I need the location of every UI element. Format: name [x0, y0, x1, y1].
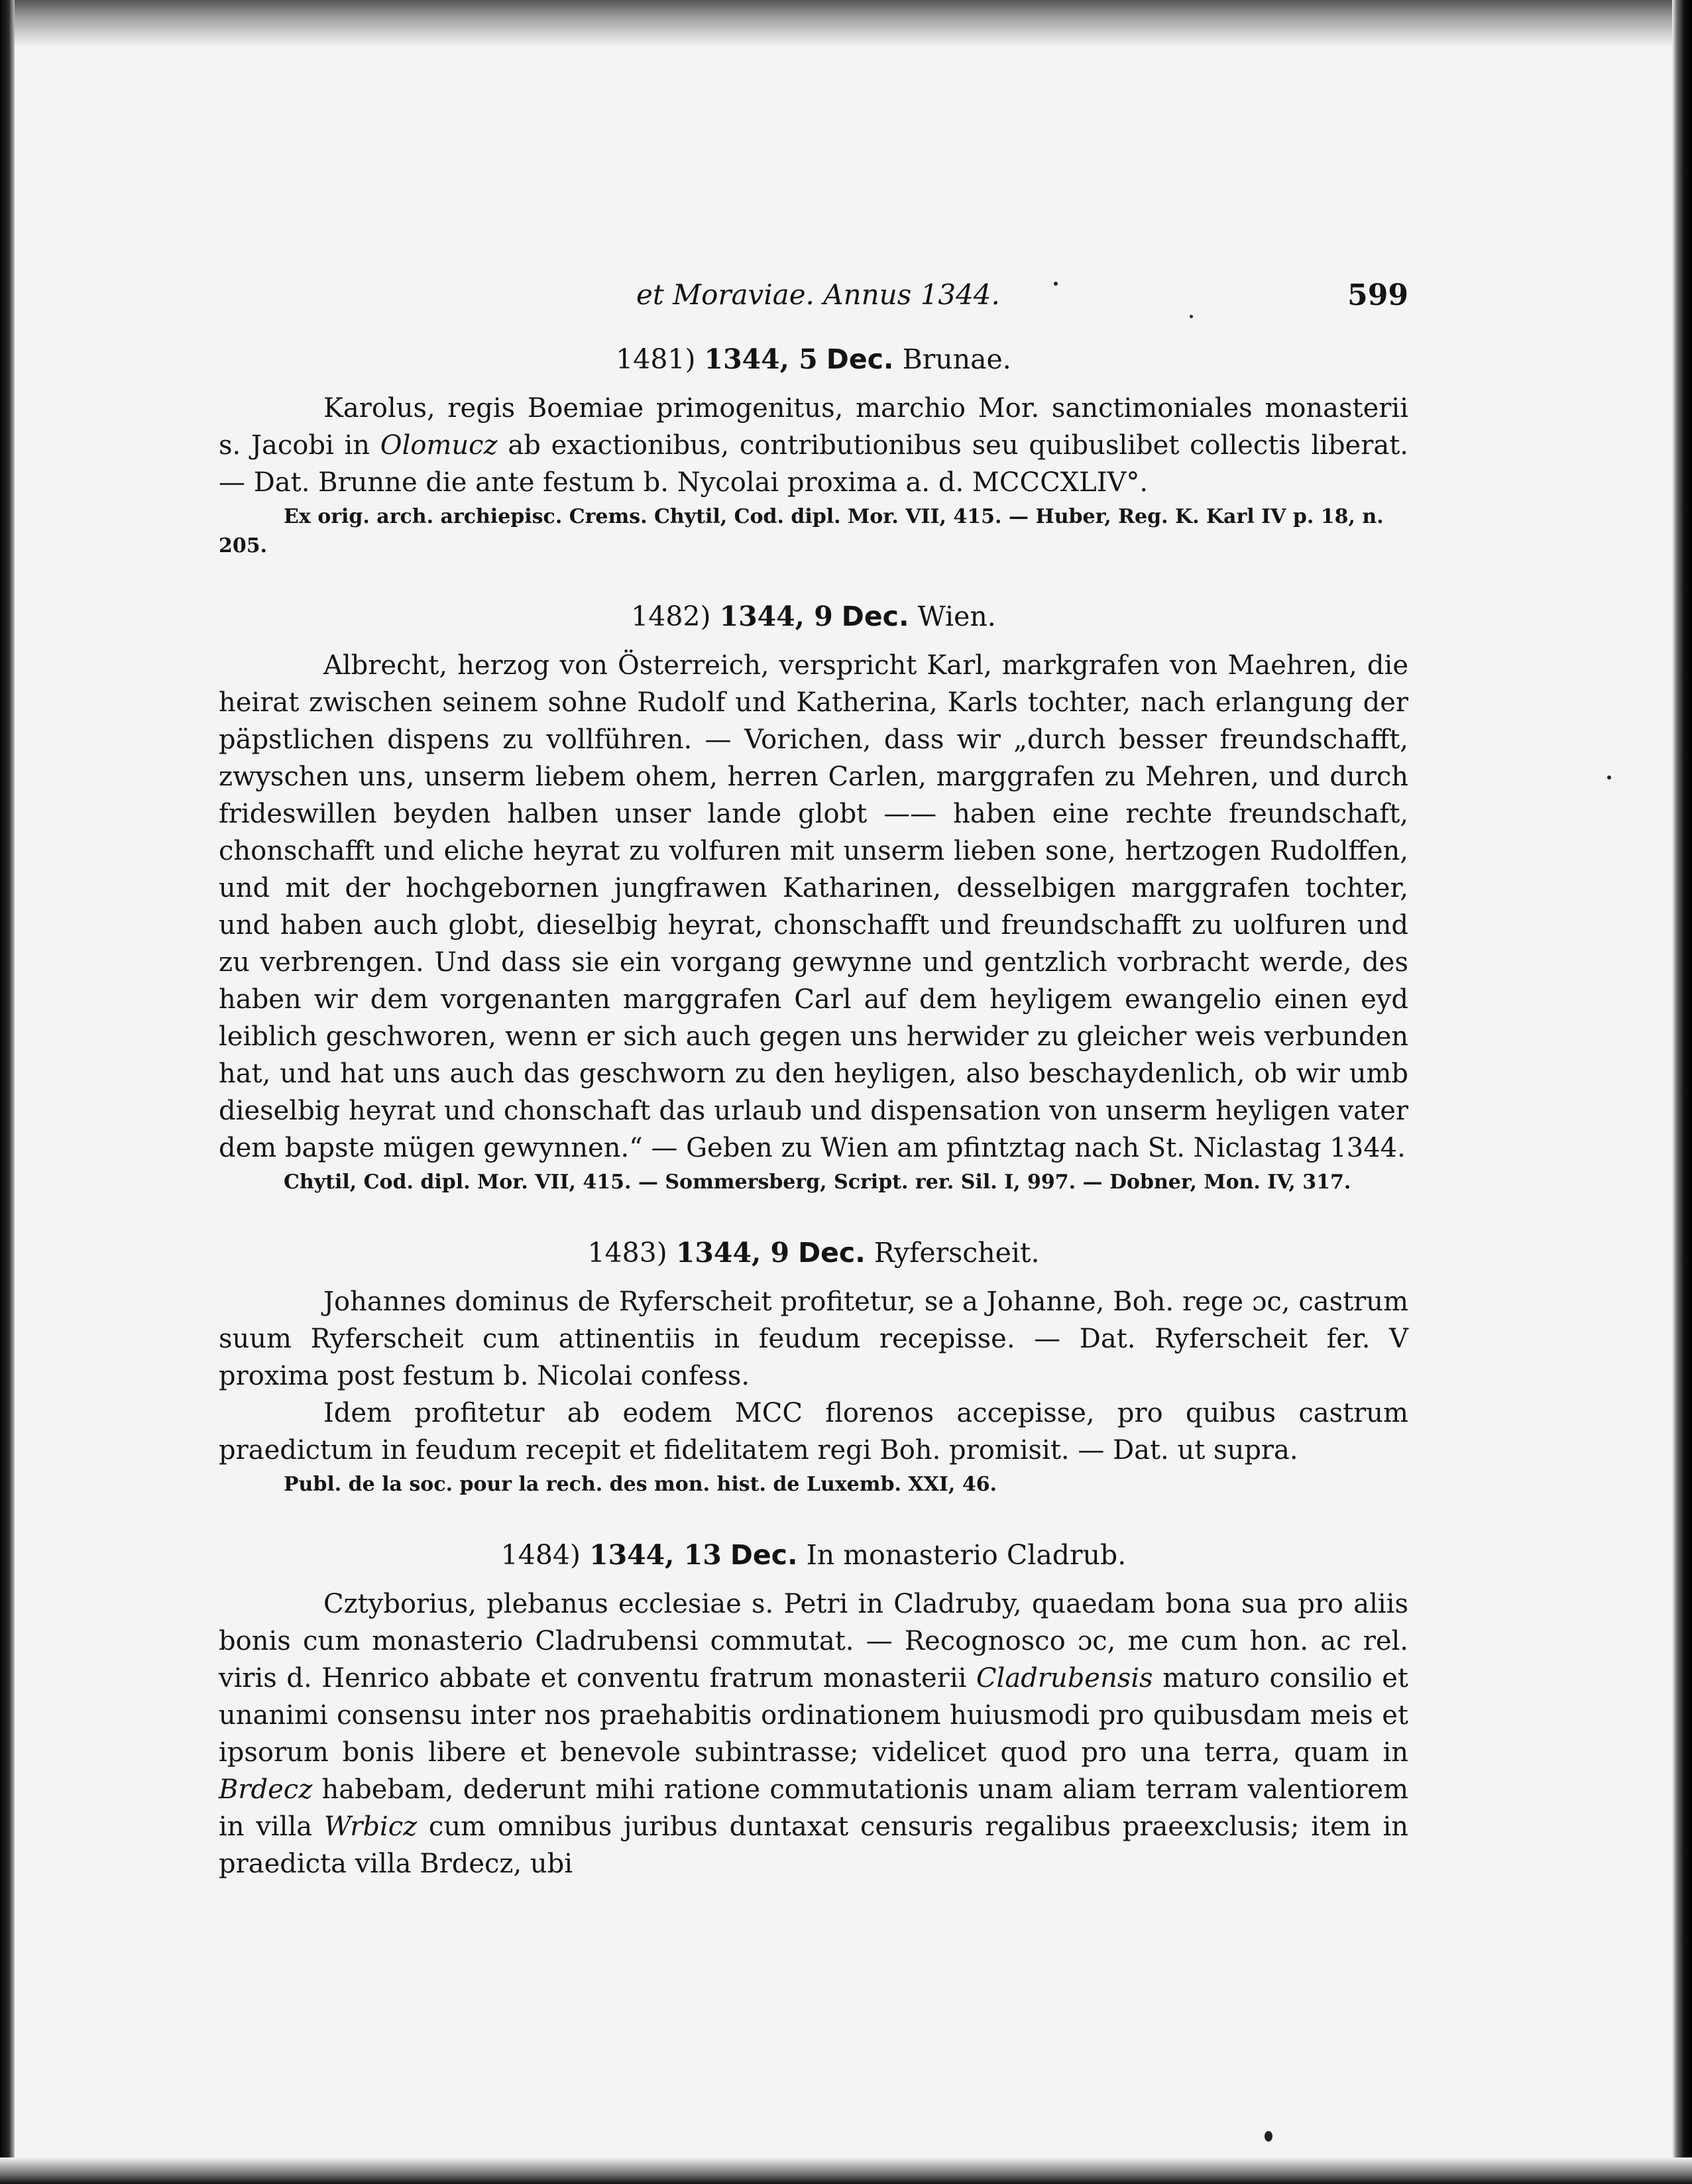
italic-place-name: Cladrubensis — [976, 1663, 1153, 1694]
entry-date: 1344, 13 — [589, 1539, 722, 1571]
entry-date: 1344, 9 — [719, 601, 833, 632]
page-number: 599 — [1347, 278, 1408, 312]
text-segment: maturo consilio et unanimi consensu inter nos praehabitis ordinationem huiusmodi pro quibusdam meis et ipsorum bonis libere et benevole subintrasse; videlicet quod pro una terra, quam in — [219, 1663, 1408, 1768]
scan-edge-top — [0, 0, 1692, 46]
entry-text: Johannes dominus de Ryferscheit profitetur, se a Johanne, Boh. rege ɔc, castrum suum Ryferscheit cum attinentiis in feudum recepisse. — Dat. Ryferscheit fer. V proxima post festum b. Nicolai confess. — [219, 1287, 1408, 1391]
entry-1483 — [219, 1237, 1408, 1499]
entry-date: 1344, 9 — [675, 1237, 790, 1269]
scan-edge-right — [1672, 0, 1692, 2184]
entry-text: Albrecht, herzog von Österreich, verspricht Karl, markgrafen von Maehren, die heirat zwischen seinem sohne Rudolf und Katherina, Karls tochter, nach erlangung der päpstlichen dispens zu vollführen. — Vorichen, dass wir „durch besser freundschafft, zwyschen uns, unserm liebem ohem, herren Carlen, marggrafen zu Mehren, und durch frideswillen beyden halben unser lande globt —— haben eine rechte freundschaft, chonschafft und eliche heyrat zu volfuren mit unserm lieben sone, hertzogen Rudolffen, und mit der hochgebornen jungfrawen Katharinen, desselbigen marggrafen tochter, und haben auch globt, dieselbig heyrat, chonschafft und freundschafft zu uolfuren und zu verbrengen. Und dass sie ein vorgang gewynne und gentzlich vorbracht werde, des haben wir dem vorgenanten marggrafen Carl auf dem heyligem ewangelio einen eyd leiblich geschworen, wenn er sich auch gegen uns herwider zu gleicher weis verbunden hat, und hat uns auch das geschworn zu den heyligen, also beschaydenlich, ob wir umb dieselbig heyrat und chonschaft das urlaub und dispensation von unserm heyligen vater dem bapste mügen gewynnen.“ — Geben zu Wien am pfintztag nach St. Niclastag 1344. — [219, 650, 1408, 1163]
entry-1482 — [219, 601, 1408, 1197]
entry-heading — [219, 1237, 1408, 1269]
entry-1484 — [219, 1539, 1408, 1882]
entry-text-continued: Idem profitetur ab eodem MCC florenos accepisse, pro quibus castrum praedictum in feudum recepit et fidelitatem regi Boh. promisit. — Dat. ut supra. — [219, 1398, 1408, 1466]
source-citation: Ex orig. arch. archiepisc. Crems. Chytil, Cod. dipl. Mor. VII, 415. — Huber, Reg. K. Karl IV p. 18, n. 205. — [219, 505, 1384, 557]
scan-speck — [1607, 776, 1611, 779]
entry-number: 1482) — [631, 601, 711, 632]
italic-place-name: Brdecz — [219, 1774, 313, 1805]
scan-edge-left — [0, 0, 15, 2184]
entry-place: Brunae. — [902, 343, 1011, 375]
text-segment: habebam, dederunt mihi ratione commutationis unam aliam terram valentiorem in villa — [219, 1774, 1408, 1842]
italic-place-name: Olomucz — [380, 430, 498, 461]
entry-month: Dec. — [730, 1539, 798, 1571]
source-citation: Publ. de la soc. pour la rech. des mon. hist. de Luxemb. XXI, 46. — [284, 1473, 997, 1496]
entry-month: Dec. — [841, 601, 909, 632]
entry-number: 1484) — [500, 1539, 581, 1571]
entry-heading — [219, 601, 1408, 632]
text-segment: ab exactionibus, contributionibus seu quibuslibet collectis liberat. — Dat. Brunne die ante festum b. Nycolai proxima a. d. MCCCXLIV°. — [219, 430, 1408, 498]
entry-place: Wien. — [917, 601, 996, 632]
entry-place: Ryferscheit. — [874, 1237, 1040, 1269]
running-title: et Moraviae. Annus 1344. — [636, 278, 1000, 311]
entry-text — [219, 1585, 1408, 1882]
running-header — [219, 278, 1408, 325]
entry-date: 1344, 5 — [704, 343, 818, 375]
entry-number: 1483) — [587, 1237, 667, 1269]
italic-place-name: Wrbicz — [323, 1811, 418, 1842]
page-content — [219, 278, 1408, 1922]
entry-number: 1481) — [616, 343, 696, 375]
source-citation: Chytil, Cod. dipl. Mor. VII, 415. — Sommersberg, Script. rer. Sil. I, 997. — Dobner, Mon. IV, 317. — [284, 1171, 1351, 1194]
entry-place: In monasterio Cladrub. — [806, 1539, 1127, 1571]
text-segment: Karolus, regis Boemiae primogenitus, marchio Mor. sanctimoniales monasterii s. Jacobi in — [219, 393, 1408, 461]
entry-text — [219, 390, 1408, 501]
entry-1481 — [219, 343, 1408, 561]
entry-heading — [219, 1539, 1408, 1571]
entry-month: Dec. — [826, 343, 894, 375]
scan-speck — [1265, 2131, 1272, 2142]
scan-edge-bottom — [0, 2157, 1692, 2184]
text-segment: Cztyborius, plebanus ecclesiae s. Petri in Cladruby, quaedam bona sua pro aliis bonis cum monasterio Cladrubensi commutat. — Recognosco ɔc, me cum hon. ac rel. viris d. Henrico abbate et conventu fratrum monasterii — [219, 1589, 1408, 1694]
entry-month: Dec. — [798, 1237, 866, 1269]
entry-heading — [219, 343, 1408, 375]
text-segment: cum omnibus juribus duntaxat censuris regalibus praeexclusis; item in praedicta villa Brdecz, ubi — [219, 1811, 1408, 1879]
